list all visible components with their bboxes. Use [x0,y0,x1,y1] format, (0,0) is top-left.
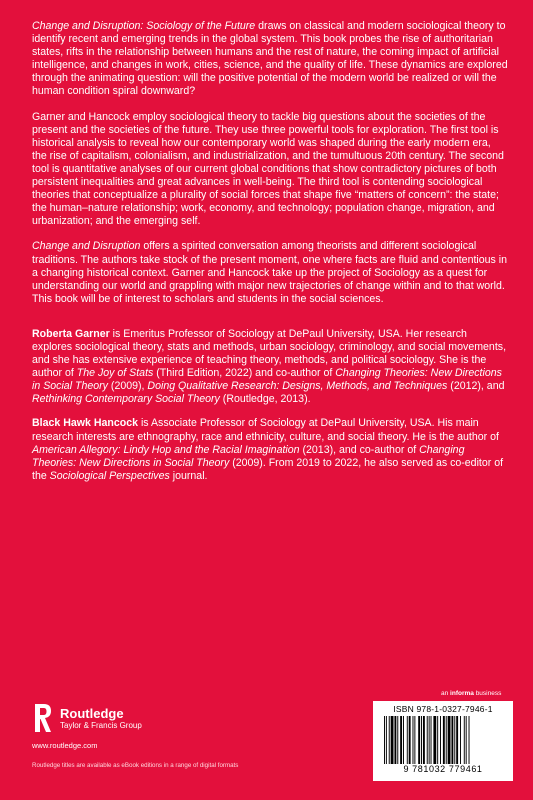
blurb-text-2: Garner and Hancock employ sociological theory to tackle big questions about the societies of the present and the societies of the future. They use three powerful tools for exploration. The first tool is historical analysis to reveal how our contemporary world was shaped during the early modern era, the rise of capitalism, colonialism, and industrialization, and the tumultuous 20th century. The second tool is quantitative analyses of our current global conditions that show contradictory pictures of both persistent inequalities and great advances in well-being. The third tool is contending sociological theories that conceptualize a plurality of social forces that shape five “matters of concern”: the state; the human–nature relationship; work, economy, and technology; population change, migration, and urbanization; and the emerging self. [32,110,504,228]
bio-text: is Associate Professor of Sociology at DePaul University, USA. His main research interests are ethnography, race and ethnicity, culture, and social theory. He is the author of [32,417,499,443]
book-ref: American Allegory: Lindy Hop and the Racial Imagination [32,443,300,456]
business-brand: informa [450,690,474,697]
author-name: Roberta Garner [32,327,110,340]
book-ref: Changing Theories: New Directions in Social Theory [32,443,465,469]
book-ref: The Joy of Stats [76,367,154,380]
business-prefix: an [441,690,451,697]
blurb-paragraph-1 [32,20,508,99]
book-ref: Changing Theories: New Directions in Social Theory [32,367,502,393]
isbn-label: ISBN 978-1-0327-7946-1 [393,704,493,714]
bio-text: is Emeritus Professor of Sociology at DePaul University, USA. Her research explores sociological theory, stats and methods, urban sociology, criminology, and social movements, and she has extensive experience of teaching theory, methods, and political sociology. She is the author of [32,327,507,380]
blurb-text-3: offers a spirited conversation among theorists and different sociological traditions. The authors take stock of the present moment, one where facts are fluid and contentious in a changing historical context. Garner and Hancock take up the project of Sociology as a quest for understanding our world and grappling with major new trajectories of change within and to that world. This book will be of interest to scholars and students in the social sciences. [32,240,508,305]
author-bio-garner [32,328,508,407]
ebook-note: Routledge titles are available as eBook editions in a range of digital formats [32,762,239,769]
publisher-block [32,700,292,750]
bio-text: (2012), and [447,380,505,393]
informa-business-line [441,690,513,697]
back-cover-text [32,20,508,494]
book-ref: Rethinking Contemporary Social Theory [32,393,220,406]
book-ref: Doing Qualitative Research: Designs, Methods, and Techniques [147,380,448,393]
bio-text: (2013), and co-author of [299,443,420,456]
book-ref: Sociological Perspectives [49,469,170,482]
author-name: Black Hawk Hancock [32,417,138,430]
book-title: Change and Disruption: Sociology of the Future [32,20,256,32]
publisher-logo [32,700,292,736]
bio-text: (2009). From 2019 to 2022, he also served as co-editor of the [32,456,504,482]
isbn-barcode [373,701,513,781]
publisher-group: Taylor & Francis Group [60,720,142,730]
blurb-paragraph-3 [32,240,508,305]
bio-text: (Third Edition, 2022) and co-author of [153,367,336,380]
routledge-logo-icon [32,700,54,736]
blurb-paragraph-2 [32,111,508,229]
business-suffix: business [473,690,502,697]
bio-text: (2009), [107,380,148,393]
bio-text: (Routledge, 2013). [219,393,311,406]
barcode-block [373,690,513,781]
book-title-short: Change and Disruption [32,240,141,253]
bio-text: journal. [169,469,208,482]
publisher-website[interactable]: www.routledge.com [32,741,98,750]
author-bio-hancock [32,417,508,482]
blurb-text-1: draws on classical and modern sociological theory to identify recent and emerging trends in the global system. This book probes the rise of authoritarian states, rifts in the relationship between humans and the rest of nature, the coming impact of artificial intelligence, and changes in work, cities, science, and the quality of life. These dynamics are explored through the animating question: will the positive potential of the modern world be realized or will the human condition spiral downward? [32,20,508,98]
barcode-bars-icon [382,716,504,764]
isbn-digits: 9 781032 779461 [403,764,483,774]
publisher-name: Routledge [60,705,124,721]
